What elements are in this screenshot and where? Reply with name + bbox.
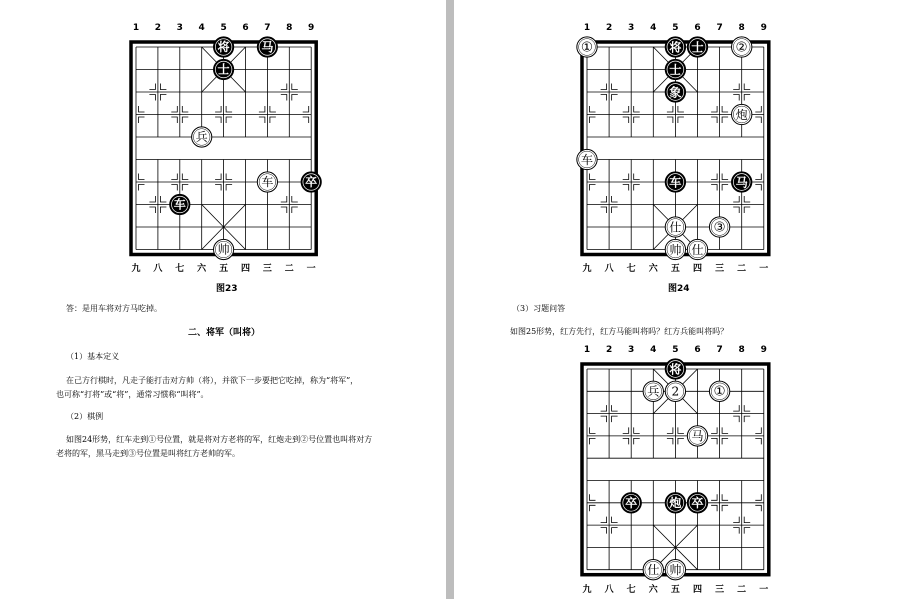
file-number-top: 1 (583, 23, 591, 33)
chess-piece-black (687, 493, 707, 513)
file-number-bottom: 九 (582, 585, 592, 595)
piece-label: 马 (691, 429, 704, 444)
chess-piece-marker (709, 381, 729, 401)
file-number-top: 1 (583, 345, 591, 355)
file-number-top: 9 (308, 23, 315, 33)
file-number-bottom: 六 (648, 585, 658, 595)
file-number-bottom: 一 (306, 264, 316, 274)
file-number-top: 9 (760, 23, 767, 33)
xiangqi-board-fig25 (454, 0, 899, 599)
right-page (454, 0, 899, 599)
chess-piece-black (214, 37, 234, 57)
file-number-bottom: 四 (692, 585, 702, 595)
piece-label: 卒 (691, 496, 704, 511)
file-number-top: 6 (694, 345, 701, 355)
file-number-top: 7 (716, 345, 723, 355)
piece-label: 车 (261, 175, 274, 190)
piece-label: 兵 (195, 130, 208, 145)
file-number-bottom: 八 (604, 264, 614, 274)
piece-label: 车 (669, 175, 682, 190)
file-number-top: 2 (605, 23, 613, 33)
chess-piece-black (665, 359, 685, 379)
file-number-bottom: 四 (240, 264, 250, 274)
chess-piece-red (214, 239, 234, 259)
answer-text: 答：是用车将对方马吃掉。 (66, 304, 162, 313)
piece-label: ③ (713, 219, 726, 236)
piece-label: 将 (669, 40, 682, 55)
paragraph-example-line-2: 老将的军，黑马走到③号位置是叫将红方老帅的军。 (56, 449, 240, 458)
file-number-bottom: 七 (626, 264, 636, 274)
subheading-example: （2）棋例 (66, 412, 104, 421)
piece-label: ① (713, 383, 726, 400)
file-number-bottom: 九 (131, 264, 141, 274)
file-number-top: 6 (242, 23, 249, 33)
file-number-top: 6 (694, 23, 701, 33)
file-number-top: 5 (672, 23, 679, 33)
figure-caption-23: 图23 (216, 284, 238, 294)
file-number-top: 4 (198, 23, 205, 33)
file-number-bottom: 二 (737, 585, 747, 595)
file-number-top: 2 (605, 345, 613, 355)
exercise-question: 如图25形势，红方先行，红方马能叫将吗？红方兵能叫将吗？ (510, 327, 729, 336)
piece-label: 将 (217, 40, 230, 55)
piece-label: 仕 (669, 220, 682, 235)
file-number-top: 7 (716, 23, 723, 33)
file-number-top: 8 (738, 345, 745, 355)
file-number-top: 3 (176, 23, 183, 33)
file-number-top: 7 (264, 23, 271, 33)
file-number-bottom: 五 (670, 585, 680, 595)
piece-label: 炮 (669, 496, 682, 511)
file-number-top: 3 (628, 23, 635, 33)
xiangqi-board-fig23 (0, 0, 446, 290)
piece-label: ① (580, 39, 594, 56)
piece-label: 仕 (647, 562, 660, 577)
file-number-bottom: 五 (670, 264, 680, 274)
file-number-bottom: 四 (692, 264, 702, 274)
piece-label: ② (735, 39, 748, 56)
paragraph-example-line-1: 如图24形势，红车走到①号位置，就是将对方老将的军，红炮走到②号位置也叫将对方 (66, 435, 373, 444)
piece-label: 炮 (735, 107, 748, 122)
file-number-bottom: 五 (219, 264, 229, 274)
chess-piece-red (665, 560, 685, 580)
paragraph-definition-line-2: 也可称“打将”或“将”，通常习惯称“叫将”。 (56, 390, 209, 399)
file-number-bottom: 三 (715, 264, 725, 274)
chess-piece-black (170, 194, 190, 214)
piece-label: 帅 (217, 242, 230, 257)
file-number-top: 5 (220, 23, 227, 33)
piece-label: 马 (261, 40, 274, 55)
file-number-top: 8 (286, 23, 293, 33)
chess-piece-black (214, 59, 234, 79)
file-number-top: 1 (132, 23, 140, 33)
piece-label: 象 (669, 85, 682, 100)
file-number-top: 9 (760, 345, 767, 355)
file-number-top: 8 (738, 23, 745, 33)
file-number-bottom: 八 (604, 585, 614, 595)
left-page (0, 0, 446, 599)
chess-piece-red (192, 127, 212, 147)
piece-label: 将 (669, 362, 682, 377)
piece-label: 帅 (669, 562, 682, 577)
file-number-bottom: 二 (737, 264, 747, 274)
chess-piece-red (665, 381, 685, 401)
piece-label: 卒 (625, 496, 638, 511)
piece-label: 士 (669, 62, 682, 77)
piece-label: 兵 (647, 384, 660, 399)
piece-label: 仕 (691, 242, 704, 257)
piece-label: 马 (735, 175, 748, 190)
subheading-definition: （1）基本定义 (66, 352, 120, 361)
file-number-bottom: 一 (759, 585, 769, 595)
piece-label: 2 (671, 384, 680, 399)
piece-label: 士 (217, 62, 230, 77)
file-number-bottom: 九 (582, 264, 592, 274)
subheading-exercise: （3）习题问答 (512, 304, 566, 313)
file-number-bottom: 七 (626, 585, 636, 595)
file-number-bottom: 七 (175, 264, 185, 274)
file-number-bottom: 三 (262, 264, 272, 274)
file-number-top: 3 (628, 345, 635, 355)
file-number-bottom: 三 (715, 585, 725, 595)
chess-piece-red (687, 426, 707, 446)
file-number-top: 4 (650, 345, 657, 355)
chess-piece-black (301, 172, 321, 192)
piece-label: 士 (691, 40, 704, 55)
chess-piece-black (257, 37, 277, 57)
piece-label: 帅 (669, 242, 682, 257)
chess-piece-black (621, 493, 641, 513)
chess-piece-black (665, 493, 685, 513)
file-number-bottom: 六 (648, 264, 658, 274)
figure-caption-24: 图24 (668, 284, 690, 294)
file-number-bottom: 一 (759, 264, 769, 274)
file-number-top: 2 (154, 23, 162, 33)
section-title: 二、将军（叫将） (188, 328, 261, 338)
file-number-bottom: 二 (284, 264, 294, 274)
file-number-bottom: 六 (197, 264, 207, 274)
piece-label: 卒 (305, 175, 318, 190)
chess-piece-red (643, 560, 663, 580)
file-number-top: 4 (650, 23, 657, 33)
piece-label: 车 (580, 152, 594, 167)
piece-label: 车 (173, 197, 186, 212)
file-number-bottom: 八 (153, 264, 163, 274)
chess-piece-red (257, 172, 277, 192)
chess-piece-red (643, 381, 663, 401)
paragraph-definition-line-1: 在己方行棋时，凡走子能打击对方帅（将），并欲下一步要把它吃掉，称为“将军”， (66, 376, 359, 385)
file-number-top: 5 (672, 345, 679, 355)
